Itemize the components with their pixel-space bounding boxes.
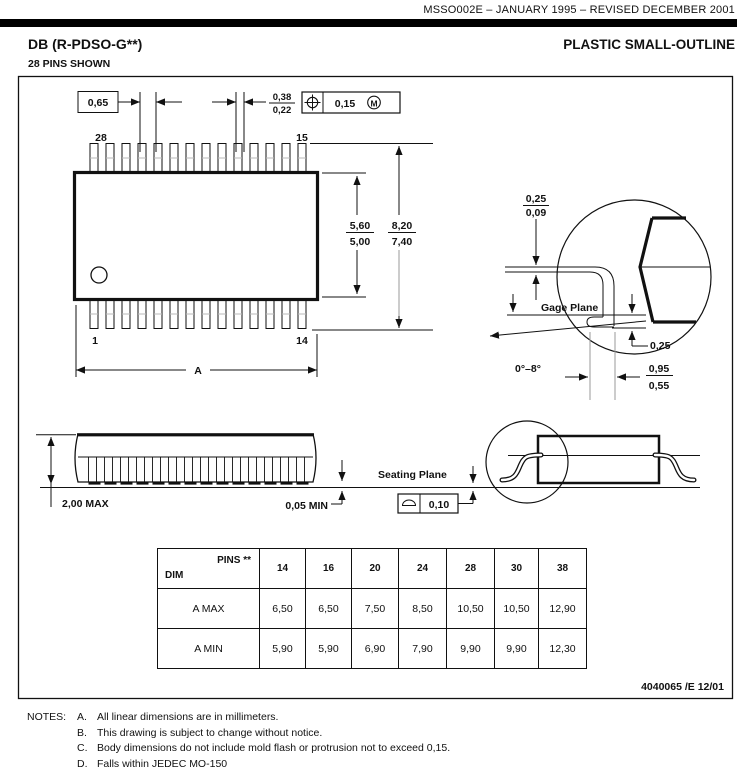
- lead-span-max: 8,20: [391, 220, 413, 232]
- note-text: This drawing is subject to change without notice.: [97, 726, 323, 739]
- col-header: 30: [495, 549, 539, 589]
- col-header: 24: [399, 549, 447, 589]
- body-width-max: 5,60: [349, 220, 371, 232]
- heel-clearance-dim: 0,25: [650, 340, 671, 352]
- note-text: All linear dimensions are in millimeters.: [97, 711, 279, 723]
- table-cell: 10,50: [447, 589, 495, 629]
- table-cell: 7,50: [352, 589, 399, 629]
- position-tolerance-value: 0,15: [334, 98, 356, 110]
- body-width-min: 5,00: [349, 236, 371, 248]
- pin-number-15: 15: [296, 132, 308, 144]
- corner-pins-label: PINS **: [217, 555, 251, 566]
- pin-number-14: 14: [296, 335, 308, 347]
- length-dim-letter: A: [194, 365, 202, 377]
- col-header: 38: [539, 549, 587, 589]
- lead-thickness-max: 0,25: [525, 193, 547, 205]
- col-header: 14: [260, 549, 306, 589]
- body-edge: [640, 218, 653, 322]
- foot-length-min: 0,55: [648, 380, 670, 392]
- row-label: A MAX: [158, 589, 260, 629]
- note-line: [27, 727, 450, 739]
- table-cell: 9,90: [495, 629, 539, 669]
- lead-detail-view: [490, 193, 711, 400]
- table-cell: 10,50: [495, 589, 539, 629]
- drawing-number: 4040065 /E 12/01: [641, 681, 724, 693]
- pins-dimension-table: [157, 548, 587, 669]
- end-view: [486, 421, 700, 503]
- note-letter: B.: [77, 726, 87, 739]
- package-title: DB (R-PDSO-G**): [28, 36, 143, 52]
- pin-number-28: 28: [95, 132, 107, 144]
- family-title: PLASTIC SMALL-OUTLINE: [563, 37, 735, 52]
- foot-length-max: 0,95: [648, 363, 670, 375]
- package-profile: [75, 434, 316, 482]
- pins-shown-label: 28 PINS SHOWN: [28, 58, 111, 70]
- table-cell: 9,90: [447, 629, 495, 669]
- row-label: A MIN: [158, 629, 260, 669]
- col-header: 16: [306, 549, 352, 589]
- end-view-body: [538, 436, 659, 483]
- table-cell: 12,90: [539, 589, 587, 629]
- col-header: 28: [447, 549, 495, 589]
- table-cell: 12,30: [539, 629, 587, 669]
- notes-label: NOTES:: [27, 711, 67, 723]
- table-row: [158, 589, 587, 629]
- lead-thickness-min: 0,09: [525, 207, 547, 219]
- mmc-modifier-letter: M: [370, 98, 378, 109]
- col-header: 20: [352, 549, 399, 589]
- note-letter: A.: [77, 711, 87, 723]
- front-view: [36, 421, 700, 513]
- top-pin-row: [90, 144, 306, 172]
- lead-span-min: 7,40: [391, 236, 413, 248]
- lead-width-max: 0,38: [272, 92, 292, 103]
- table-cell: 5,90: [260, 629, 306, 669]
- pitch-dim: 0,65: [87, 97, 109, 109]
- table-row: [158, 629, 587, 669]
- note-line: [27, 758, 450, 770]
- flatness-icon: [403, 500, 416, 505]
- note-line: [27, 711, 450, 723]
- true-position-icon: [305, 95, 321, 111]
- flatness-value: 0,10: [428, 499, 450, 511]
- table-header-row: [158, 549, 587, 589]
- lead-angle-dim: 0°–8°: [515, 363, 541, 375]
- note-text: Falls within JEDEC MO-150: [97, 757, 228, 770]
- table-cell: 6,50: [260, 589, 306, 629]
- table-cell: 5,90: [306, 629, 352, 669]
- top-view: [75, 92, 434, 378]
- position-tolerance-frame: [302, 92, 400, 113]
- detail-circle: [557, 200, 711, 354]
- height-dim: 2,00 MAX: [62, 498, 109, 510]
- notes-section: [27, 711, 450, 773]
- gage-plane-label: Gage Plane: [541, 302, 599, 314]
- lead-left: [502, 455, 541, 480]
- table-cell: 7,90: [399, 629, 447, 669]
- lead-right: [655, 455, 694, 480]
- bottom-pin-row: [90, 301, 306, 329]
- table-cell: 6,50: [306, 589, 352, 629]
- table-corner-cell: [158, 549, 260, 589]
- note-line: [27, 742, 450, 754]
- pin-number-1: 1: [92, 335, 98, 347]
- table-cell: 6,90: [352, 629, 399, 669]
- package-body: [75, 173, 318, 300]
- table-cell: 8,50: [399, 589, 447, 629]
- corner-dim-label: DIM: [165, 570, 184, 581]
- lead-width-min: 0,22: [272, 105, 292, 116]
- note-letter: C.: [77, 742, 88, 754]
- seating-plane-label: Seating Plane: [378, 469, 447, 481]
- note-text: Body dimensions do not include mold flash or protrusion not to exceed 0,15.: [97, 742, 451, 754]
- document-code: MSSO002E – JANUARY 1995 – REVISED DECEMBER 2001: [423, 4, 735, 16]
- standoff-dim: 0,05 MIN: [285, 500, 328, 512]
- note-letter: D.: [77, 757, 88, 770]
- flatness-tolerance-frame: [398, 494, 458, 513]
